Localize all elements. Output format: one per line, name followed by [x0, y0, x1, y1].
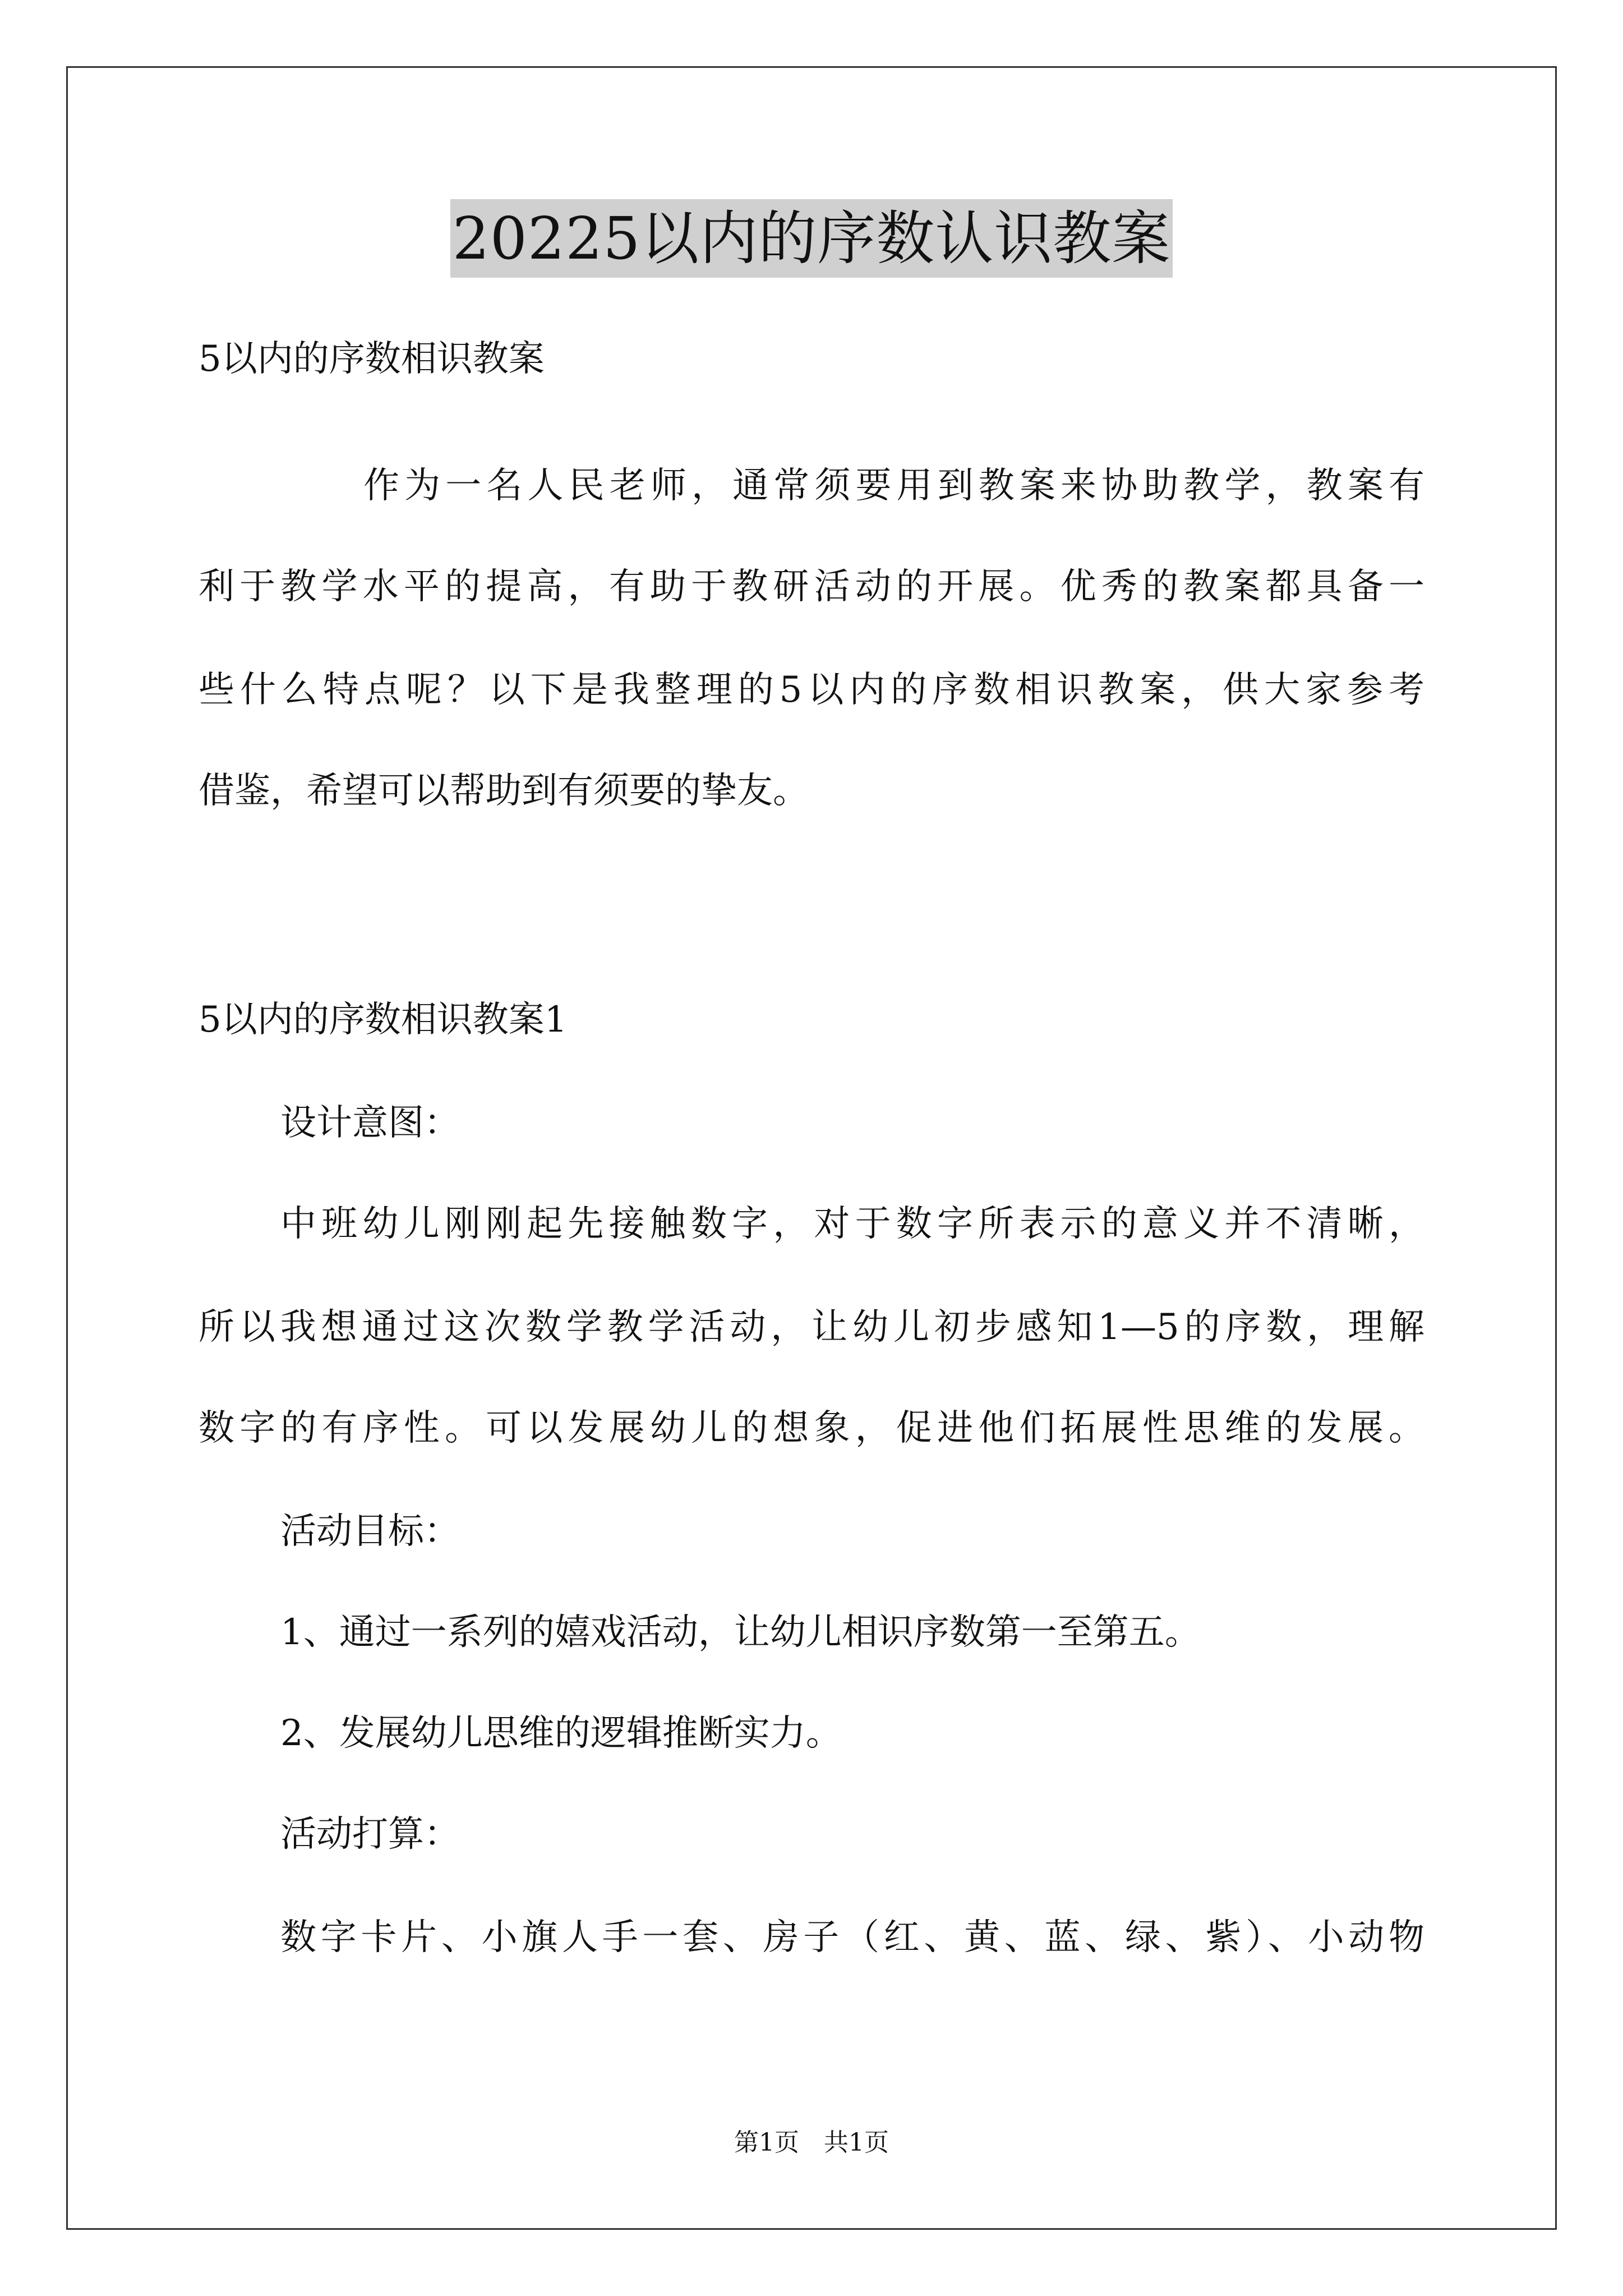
- intro-line-1: 作为一名人民老师，通常须要用到教案来协助教学，教案有: [363, 465, 1424, 507]
- design-line-2: 所以我想通过这次数学教学活动，让幼儿初步感知1—5的序数，理解: [199, 1306, 1424, 1348]
- intro-line-2: 利于教学水平的提高，有助于教研活动的开展。优秀的教案都具备一: [199, 566, 1424, 608]
- document-title: 20225以内的序数认识教案: [450, 199, 1173, 278]
- section-title: 5以内的序数相识教案1: [199, 999, 568, 1041]
- page-footer: 第1页 共1页: [734, 2128, 889, 2157]
- title-wrap: [0, 199, 1623, 278]
- goal-item-1: 1、通过一系列的嬉戏活动，让幼儿相识序数第一至第五。: [280, 1612, 1201, 1653]
- design-line-3: 数字的有序性。可以发展幼儿的想象，促进他们拓展性思维的发展。: [199, 1407, 1424, 1449]
- subtitle: 5以内的序数相识教案: [199, 338, 545, 380]
- prep-heading: 活动打算：: [280, 1814, 460, 1855]
- intro-line-3: 些什么特点呢？以下是我整理的5以内的序数相识教案，供大家参考: [199, 669, 1424, 711]
- intro-line-4: 借鉴，希望可以帮助到有须要的挚友。: [199, 770, 809, 812]
- design-line-1: 中班幼儿刚刚起先接触数字，对于数字所表示的意义并不清晰，: [280, 1203, 1424, 1245]
- goal-item-2: 2、发展幼儿思维的逻辑推断实力。: [280, 1713, 842, 1754]
- prep-line: 数字卡片、小旗人手一套、房子（红、黄、蓝、绿、紫）、小动物: [280, 1917, 1424, 1958]
- goals-heading: 活动目标：: [280, 1511, 460, 1552]
- design-heading: 设计意图：: [280, 1102, 460, 1144]
- page-border: [66, 66, 1557, 2230]
